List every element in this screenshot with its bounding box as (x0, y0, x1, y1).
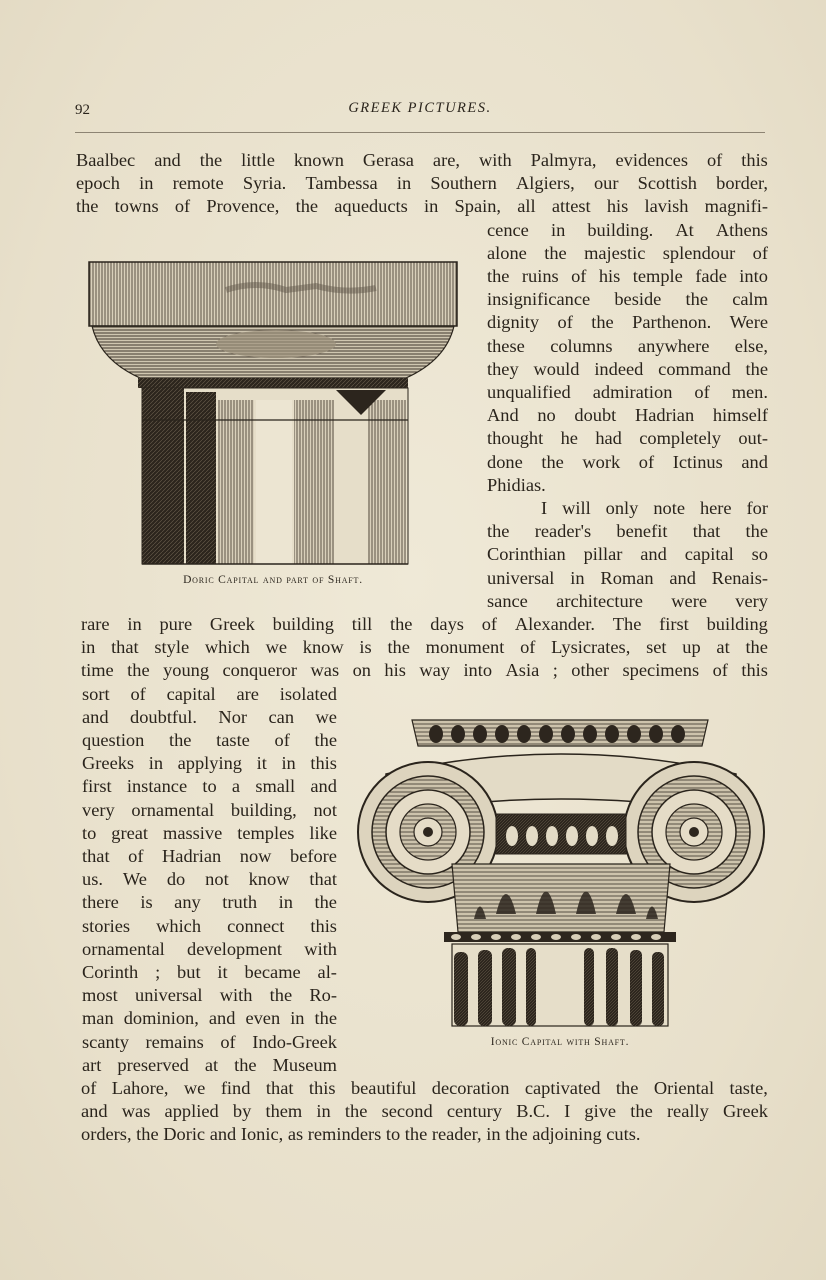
text-line: And no doubt Hadrian himself (487, 405, 768, 426)
text-line: insignificance beside the calm (487, 289, 768, 310)
doric-capital-figure (86, 260, 460, 566)
doric-caption: Doric Capital and part of Shaft. (183, 574, 363, 586)
text-line: done the work of Ictinus and (487, 451, 768, 472)
text-line: Phidias. (487, 474, 546, 495)
text-line: ornamental development with (82, 938, 337, 959)
text-line: alone the majestic splendour of (487, 242, 768, 263)
text-line: Corinth ; but it became al- (82, 962, 337, 982)
page-number: 92 (75, 102, 90, 118)
text-line: cence in building. At Athens (487, 219, 768, 240)
text-line: the ruins of his temple fade into (487, 266, 768, 286)
doric-capital-engraving (86, 260, 460, 566)
text-line: of Lahore, we find that this beautiful decoration captivated the Oriental taste, (81, 1078, 768, 1098)
ionic-capital-figure (356, 714, 766, 1028)
text-line: stories which connect this (82, 915, 337, 936)
text-line: first instance to a small and (82, 776, 337, 797)
ionic-caption: Ionic Capital with Shaft. (490, 1036, 630, 1048)
text-line: universal in Roman and Renais- (487, 567, 768, 588)
text-line: these columns anywhere else, (487, 335, 768, 356)
text-line: man dominion, and even in the (82, 1008, 337, 1029)
text-line: time the young conqueror was on his way into Asia ; other specimens of this (81, 660, 768, 681)
text-line: to great massive temples like (82, 822, 337, 843)
text-line: Greeks in applying it in this (82, 753, 337, 774)
text-line: Baalbec and the little known Gerasa are, with Palmyra, evidences of this (76, 150, 768, 170)
text-line: I will only note here for (541, 498, 768, 518)
text-line: that of Hadrian now before (82, 846, 337, 866)
text-line: the towns of Provence, the aqueducts in Spain, all attest his lavish magnifi- (76, 196, 768, 217)
text-line: orders, the Doric and Ionic, as reminders to the reader, in the adjoining cuts. (81, 1124, 641, 1145)
text-line: they would indeed command the (487, 358, 768, 379)
text-line: epoch in remote Syria. Tambessa in Southern Algiers, our Scottish border, (76, 173, 768, 194)
text-line: unqualified admiration of men. (487, 382, 768, 402)
text-line: most universal with the Ro- (82, 985, 337, 1006)
text-line: there is any truth in the (82, 892, 337, 913)
text-line: Corinthian pillar and capital so (487, 544, 768, 565)
text-line: art preserved at the Museum (82, 1054, 337, 1075)
text-line: question the taste of the (82, 730, 337, 750)
text-line: sort of capital are isolated (82, 683, 337, 704)
page-header (75, 100, 765, 122)
running-title: GREEK PICTURES. (348, 100, 492, 116)
header-rule (75, 132, 765, 133)
text-line: the reader's benefit that the (487, 521, 768, 542)
text-line: thought he had completely out- (487, 428, 768, 449)
text-line: dignity of the Parthenon. Were (487, 312, 768, 333)
text-line: in that style which we know is the monument of Lysicrates, set up at the (81, 637, 768, 658)
text-line: scanty remains of Indo-Greek (82, 1031, 337, 1052)
text-line: very ornamental building, not (82, 799, 337, 820)
text-line: sance architecture were very (487, 590, 768, 611)
text-line: and doubtful. Nor can we (82, 706, 337, 727)
text-line: rare in pure Greek building till the days of Alexander. The first building (81, 614, 768, 634)
text-line: and was applied by them in the second century B.C. I give the really Greek (81, 1101, 768, 1122)
ionic-capital-engraving (356, 714, 766, 1028)
text-line: us. We do not know that (82, 869, 337, 890)
